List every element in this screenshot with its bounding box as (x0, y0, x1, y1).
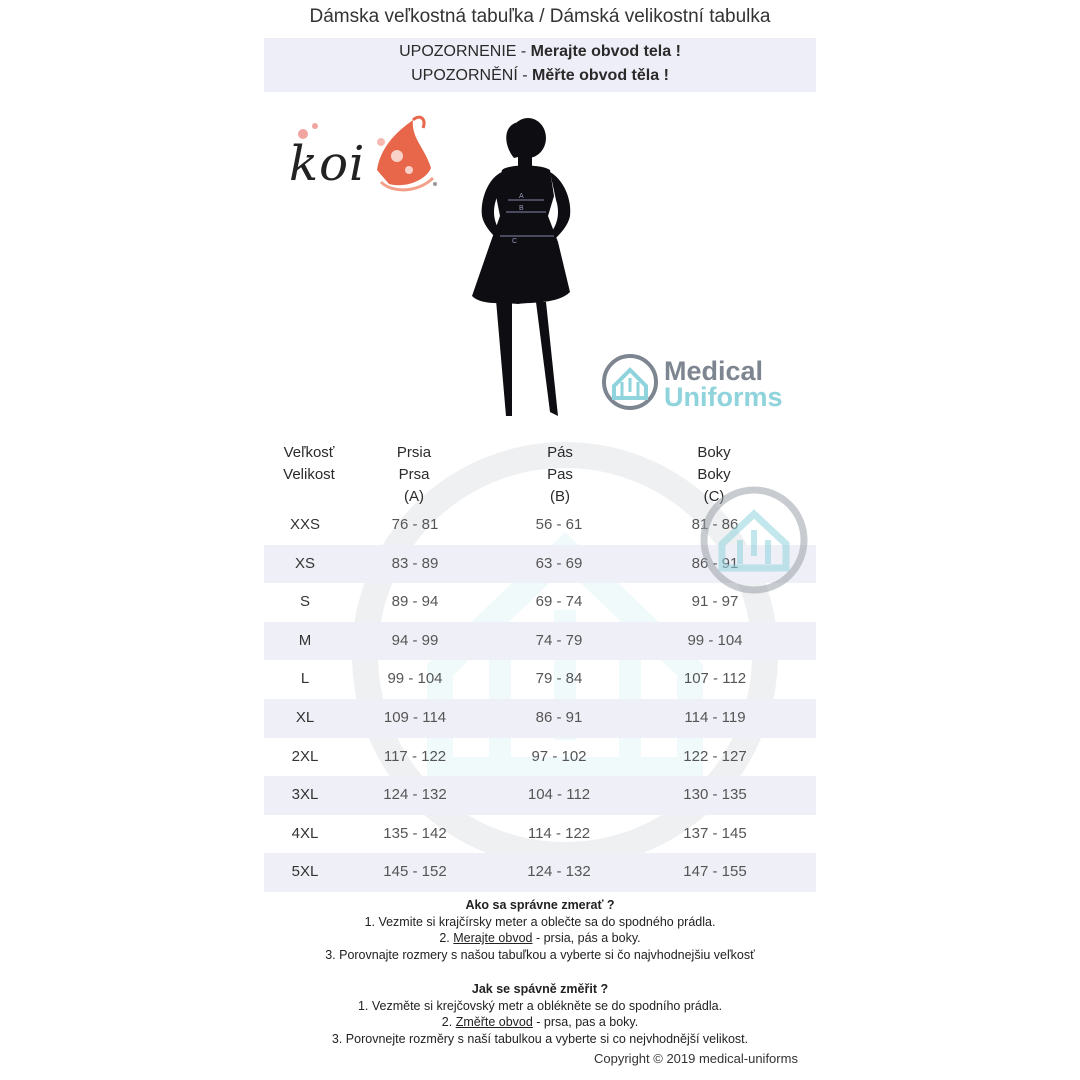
cell-hips: 122 - 127 (683, 747, 747, 765)
warning-box (264, 38, 816, 92)
warning-line-sk (264, 40, 816, 64)
header-bust (374, 442, 454, 508)
watermark-small-icon (698, 484, 810, 596)
cell-hips: 147 - 155 (683, 863, 747, 881)
label-c: C (512, 238, 518, 245)
cell-bust: 94 - 99 (391, 631, 439, 649)
header-hips-sk: Boky (697, 444, 731, 461)
step2-suffix: - prsia, pás a boky. (532, 931, 641, 945)
cell-hips: 114 - 119 (684, 708, 746, 726)
cell-size: XS (294, 554, 315, 572)
cell-hips: 130 - 135 (683, 786, 747, 804)
cell-waist: 74 - 79 (535, 631, 583, 649)
header-hips-cz: Boky (697, 466, 731, 483)
header-size-cz: Velikost (283, 466, 335, 483)
header-waist-cz: Pas (547, 466, 573, 483)
cell-size: M (298, 631, 312, 649)
header-waist (520, 442, 600, 508)
body-silhouette (462, 116, 582, 421)
cell-bust: 83 - 89 (391, 554, 439, 572)
step2-suffix: - prsa, pas a boky. (532, 1015, 639, 1029)
header-size (270, 442, 348, 486)
warning-prefix-cz: UPOZORNĚNÍ - (411, 67, 532, 84)
table-row (264, 853, 816, 892)
header-bust-code: (A) (404, 488, 424, 505)
step2-prefix: 2. (441, 1015, 456, 1029)
step2-prefix: 2. (439, 931, 454, 945)
table-row (264, 776, 816, 815)
header-bust-sk: Prsia (396, 444, 432, 461)
cell-bust: 109 - 114 (383, 708, 447, 726)
cell-waist: 124 - 132 (527, 863, 591, 881)
instructions-cz-heading: Jak se spávně změřit ? (471, 982, 609, 996)
koi-logo (285, 112, 445, 202)
instructions-cz-step1: 1. Vezměte si krejčovský metr a oblékněte se do spodního prádla. (357, 998, 723, 1013)
instructions-sk-step1: 1. Vezmite si krajčírsky meter a oblečte sa do spodného prádla. (364, 914, 716, 929)
copyright: Copyright © 2019 medical-uniforms (594, 1051, 798, 1066)
header-waist-sk: Pás (547, 444, 573, 461)
label-b: B (519, 205, 524, 212)
header-hips-code: (C) (703, 488, 725, 505)
header-waist-code: (B) (550, 488, 570, 505)
table-row (264, 622, 816, 661)
mu-house-icon (600, 352, 660, 412)
table-row (264, 815, 816, 854)
cell-waist: 104 - 112 (527, 786, 591, 804)
warning-bold-cz: Měřte obvod těla ! (531, 67, 669, 84)
cell-waist: 97 - 102 (531, 747, 587, 765)
cell-hips: 107 - 112 (683, 670, 747, 688)
warning-bold-sk: Merajte obvod tela ! (530, 43, 681, 60)
cell-size: 2XL (291, 747, 319, 765)
cell-waist: 79 - 84 (535, 670, 583, 688)
table-row (264, 660, 816, 699)
instructions-cz-step2 (264, 1014, 816, 1031)
instructions-cz (264, 981, 816, 1047)
cell-bust: 89 - 94 (391, 593, 439, 611)
cell-size: S (299, 593, 310, 611)
cell-size: 3XL (291, 786, 319, 804)
measure-link-cz[interactable]: Změřte obvod (455, 1015, 533, 1029)
cell-size: 5XL (291, 863, 319, 881)
mu-wordmark-line1: Medical (664, 356, 764, 386)
page-title: Dámska veľkostná tabuľka / Dámská velikostní tabulka (309, 6, 771, 27)
cell-hips: 91 - 97 (691, 593, 739, 611)
cell-size: L (300, 670, 310, 688)
cell-size: 4XL (291, 824, 319, 842)
cell-size: XXS (289, 516, 320, 533)
cell-bust: 124 - 132 (383, 786, 447, 804)
cell-waist: 63 - 69 (535, 554, 583, 572)
instructions-cz-step3: 3. Porovnejte rozměry s naší tabulkou a vyberte si co nejvhodnější velikost. (331, 1031, 749, 1046)
instructions-sk-step3: 3. Porovnajte rozmery s našou tabuľkou a vyberte si čo najvhodnejšiu veľkosť (325, 947, 755, 962)
instructions-sk-heading: Ako sa správne zmerať ? (465, 898, 615, 912)
cell-bust: 145 - 152 (383, 863, 447, 881)
cell-size: XL (295, 708, 315, 726)
cell-bust: 99 - 104 (387, 670, 443, 688)
measure-link-sk[interactable]: Merajte obvod (453, 931, 533, 945)
cell-hips: 99 - 104 (687, 631, 743, 649)
cell-waist: 86 - 91 (535, 708, 583, 726)
cell-waist: 69 - 74 (535, 593, 583, 611)
cell-hips: 137 - 145 (683, 824, 747, 842)
cell-bust: 76 - 81 (391, 516, 439, 533)
table-row (264, 699, 816, 738)
header-size-sk: Veľkosť (283, 444, 335, 461)
warning-line-cz (264, 64, 816, 88)
cell-bust: 135 - 142 (383, 824, 447, 842)
cell-waist: 114 - 122 (527, 824, 591, 842)
koi-wordmark: koi (289, 136, 366, 192)
cell-hips: 86 - 91 (691, 554, 739, 572)
instructions-sk (264, 897, 816, 963)
warning-prefix-sk: UPOZORNENIE - (399, 43, 531, 60)
cell-bust: 117 - 122 (383, 747, 447, 765)
cell-hips: 81 - 86 (691, 516, 739, 533)
header-bust-cz: Prsa (398, 466, 430, 483)
table-row (264, 738, 816, 777)
instructions-sk-step2 (264, 930, 816, 947)
cell-waist: 56 - 61 (535, 516, 583, 533)
woman-silhouette-icon (462, 116, 582, 421)
medical-uniforms-logo (600, 352, 800, 414)
label-a: A (519, 193, 524, 200)
mu-wordmark-line2: Uniforms (664, 382, 783, 412)
